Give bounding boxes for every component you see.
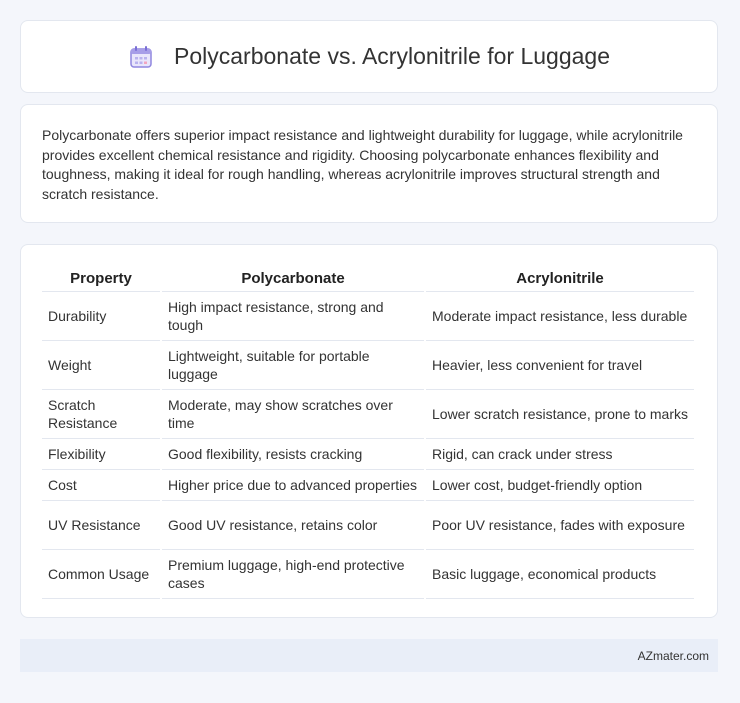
row-acrylonitrile: Lower cost, budget-friendly option [426,470,694,501]
page-title: Polycarbonate vs. Acrylonitrile for Luggage [174,43,610,69]
table-row [42,501,694,550]
row-acrylonitrile: Heavier, less convenient for travel [426,341,694,390]
row-polycarbonate: High impact resistance, strong and tough [162,292,424,341]
table-row [42,470,694,501]
row-property: Flexibility [42,439,160,470]
table-row [42,292,694,341]
row-property: UV Resistance [42,501,160,550]
row-acrylonitrile: Moderate impact resistance, less durable [426,292,694,341]
row-acrylonitrile: Poor UV resistance, fades with exposure [426,501,694,550]
table-card [20,244,718,618]
row-polycarbonate: Lightweight, suitable for portable luggage [162,341,424,390]
row-property: Weight [42,341,160,390]
row-acrylonitrile: Rigid, can crack under stress [426,439,694,470]
intro-text: Polycarbonate offers superior impact resistance and lightweight durability for luggage, while acrylonitrile provides excellent chemical resistance and rigidity. Choosing polycarbonate enhances flexibility and toughness, making it ideal for rough handling, whereas acrylonitrile improves structural strength and scratch resistance. [42,127,683,202]
row-polycarbonate: Premium luggage, high-end protective cases [162,550,424,599]
header-property: Property [42,265,160,292]
row-acrylonitrile: Basic luggage, economical products [426,550,694,599]
table-row [42,439,694,470]
table-row [42,550,694,599]
header-polycarbonate: Polycarbonate [162,265,424,292]
row-polycarbonate: Moderate, may show scratches over time [162,390,424,439]
row-property: Cost [42,470,160,501]
table-row [42,390,694,439]
row-polycarbonate: Good UV resistance, retains color [162,501,424,550]
calendar-icon [128,44,154,70]
row-polycarbonate: Higher price due to advanced properties [162,470,424,501]
row-property: Common Usage [42,550,160,599]
row-acrylonitrile: Lower scratch resistance, prone to marks [426,390,694,439]
comparison-table [40,265,696,599]
row-property: Durability [42,292,160,341]
table-row [42,341,694,390]
footer-site-link[interactable]: AZmater.com [637,648,709,663]
title-card [20,20,718,93]
footer [20,639,718,672]
row-polycarbonate: Good flexibility, resists cracking [162,439,424,470]
intro-card [20,104,718,223]
header-acrylonitrile: Acrylonitrile [426,265,694,292]
row-property: Scratch Resistance [42,390,160,439]
